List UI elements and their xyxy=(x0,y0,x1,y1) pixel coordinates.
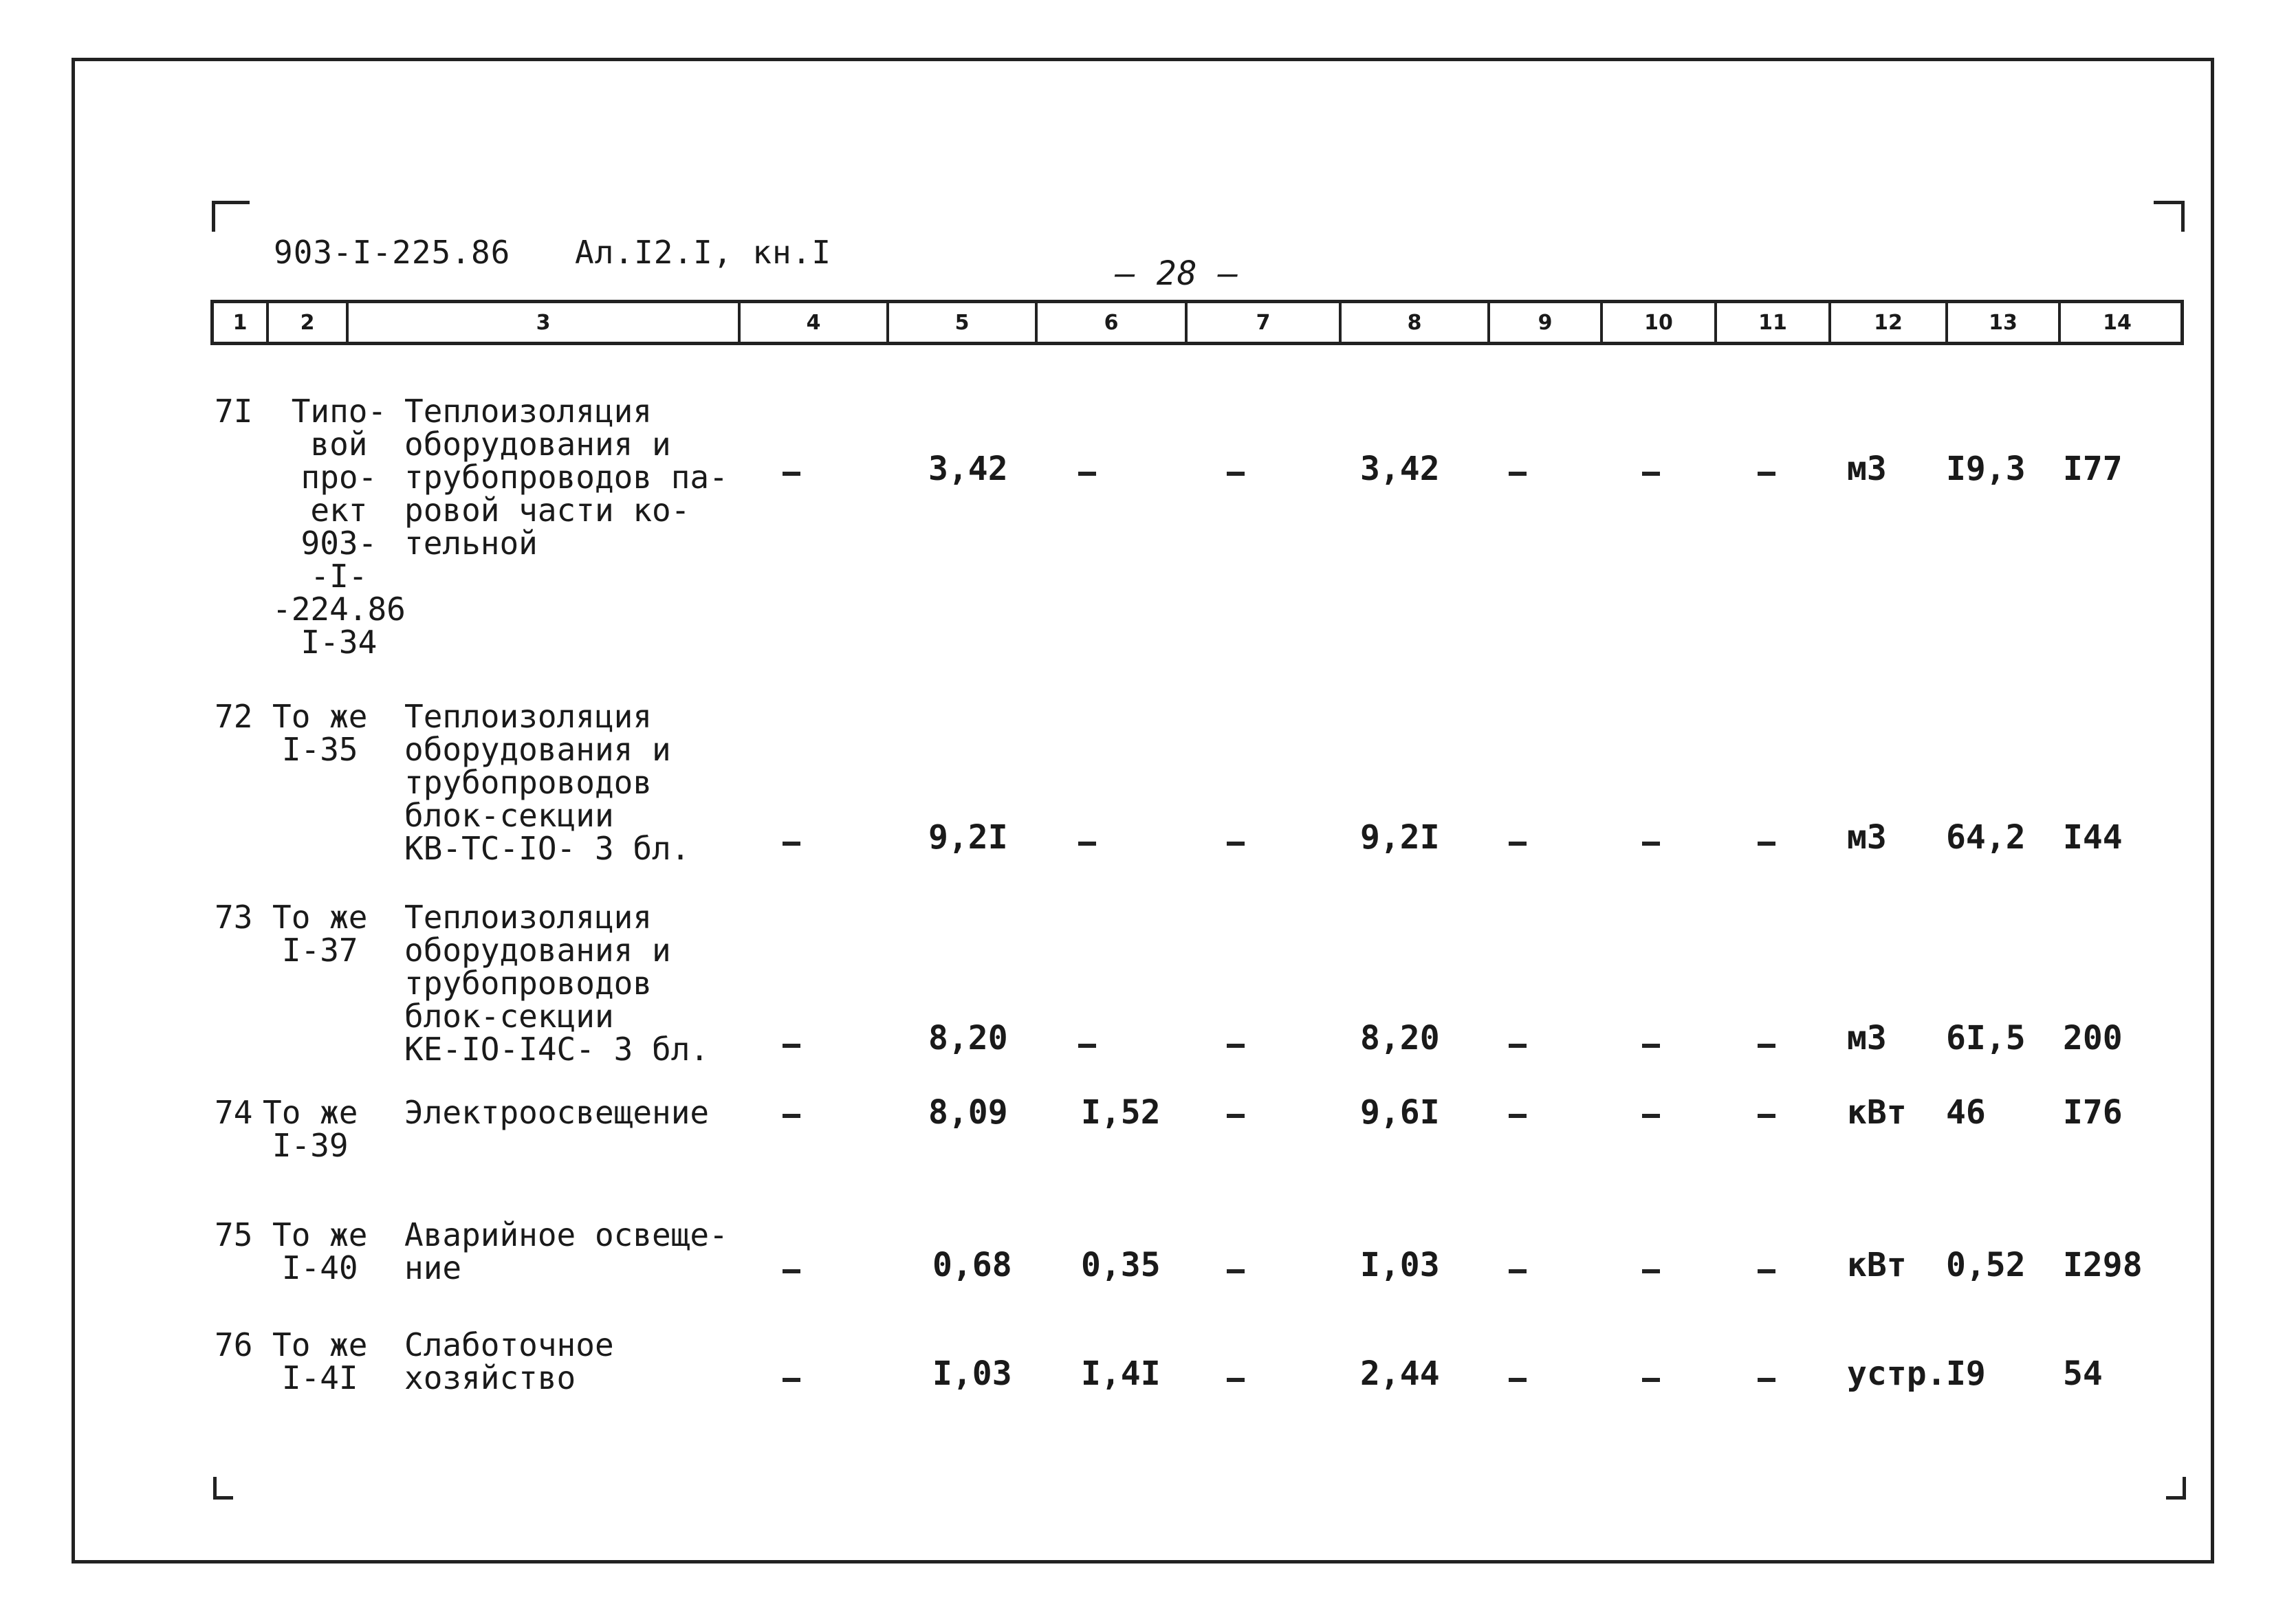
value-col5: 8,09 xyxy=(928,1093,1008,1132)
dash-col7 xyxy=(1227,472,1245,476)
dash-col7 xyxy=(1227,1378,1245,1382)
dash-col4 xyxy=(783,1378,800,1382)
value-col13: I9 xyxy=(1946,1354,1986,1393)
row-reference: То же I-4I xyxy=(272,1326,368,1396)
unit: м3 xyxy=(1847,818,1887,857)
document-code: 903-I-225.86 xyxy=(274,234,511,271)
dash-col7 xyxy=(1227,842,1245,846)
row-description: Теплоизоляция оборудования и трубопроводов блок-секции КЕ-IO-I4C- 3 бл. xyxy=(404,899,710,1068)
value-col13: I9,3 xyxy=(1946,450,2026,488)
dash-col10 xyxy=(1642,1269,1660,1273)
dash-col4 xyxy=(783,472,800,476)
value-col14: I44 xyxy=(2063,818,2123,857)
dash-col9 xyxy=(1509,1114,1527,1118)
value-col14: I298 xyxy=(2063,1246,2143,1284)
dash-col6 xyxy=(1078,1044,1096,1048)
dash-col7 xyxy=(1227,1269,1245,1273)
row-description: Электроосвещение xyxy=(404,1094,710,1131)
column-header-12: 12 xyxy=(1831,303,1948,342)
value-col8: 9,6I xyxy=(1360,1093,1440,1132)
unit: м3 xyxy=(1847,450,1887,488)
dash-col4 xyxy=(783,1269,800,1273)
dash-col4 xyxy=(783,1114,800,1118)
value-col8: 9,2I xyxy=(1360,818,1440,857)
dash-col10 xyxy=(1642,1378,1660,1382)
value-col8: 2,44 xyxy=(1360,1354,1440,1393)
column-header-10: 10 xyxy=(1603,303,1717,342)
row-reference: То же I-40 xyxy=(272,1216,368,1286)
value-col5: I,03 xyxy=(932,1354,1012,1393)
value-col13: 0,52 xyxy=(1946,1246,2026,1284)
dash-col11 xyxy=(1758,1044,1775,1048)
corner-mark-bottom-left xyxy=(213,1477,233,1500)
dash-col11 xyxy=(1758,842,1775,846)
value-col6: 0,35 xyxy=(1081,1246,1161,1284)
dash-col7 xyxy=(1227,1044,1245,1048)
value-col8: I,03 xyxy=(1360,1246,1440,1284)
dash-col6 xyxy=(1078,842,1096,846)
dash-col11 xyxy=(1758,472,1775,476)
dash-col6 xyxy=(1078,472,1096,476)
value-col8: 8,20 xyxy=(1360,1019,1440,1057)
value-col6: I,52 xyxy=(1081,1093,1161,1132)
value-col14: I77 xyxy=(2063,450,2123,488)
row-number: 76 xyxy=(215,1326,253,1363)
row-number: 74 xyxy=(215,1094,253,1131)
dash-col9 xyxy=(1509,842,1527,846)
value-col5: 8,20 xyxy=(928,1019,1008,1057)
dash-col9 xyxy=(1509,1044,1527,1048)
column-header-7: 7 xyxy=(1188,303,1342,342)
album-reference: Ал.I2.I, кн.I xyxy=(575,234,832,271)
row-description: Аварийное освеще- ние xyxy=(404,1216,728,1286)
dash-col9 xyxy=(1509,1378,1527,1382)
column-header-2: 2 xyxy=(269,303,349,342)
row-reference: Типо- вой про- ект 903- -I- -224.86 I-34 xyxy=(272,393,406,661)
row-number: 72 xyxy=(215,698,253,735)
dash-col11 xyxy=(1758,1269,1775,1273)
unit: м3 xyxy=(1847,1019,1887,1057)
column-header-3: 3 xyxy=(349,303,741,342)
dash-col10 xyxy=(1642,1114,1660,1118)
value-col13: 46 xyxy=(1946,1093,1986,1132)
dash-col4 xyxy=(783,842,800,846)
corner-mark-top-left xyxy=(212,201,250,232)
dash-col10 xyxy=(1642,1044,1660,1048)
row-reference: То же I-37 xyxy=(272,899,368,969)
column-header-8: 8 xyxy=(1342,303,1490,342)
column-header-11: 11 xyxy=(1717,303,1831,342)
row-description: Слаботочное хозяйство xyxy=(404,1326,614,1396)
value-col14: 200 xyxy=(2063,1019,2123,1057)
column-header-1: 1 xyxy=(214,303,269,342)
value-col8: 3,42 xyxy=(1360,450,1440,488)
dash-col11 xyxy=(1758,1378,1775,1382)
dash-col10 xyxy=(1642,472,1660,476)
value-col5: 9,2I xyxy=(928,818,1008,857)
column-header-13: 13 xyxy=(1948,303,2061,342)
corner-mark-bottom-right xyxy=(2166,1477,2186,1500)
column-header-14: 14 xyxy=(2103,310,2132,335)
value-col5: 3,42 xyxy=(928,450,1008,488)
unit: кВт xyxy=(1847,1093,1907,1132)
row-number: 7I xyxy=(215,393,253,430)
column-header-4: 4 xyxy=(741,303,889,342)
value-col13: 64,2 xyxy=(1946,818,2026,857)
column-number-header xyxy=(210,300,2184,345)
dash-col4 xyxy=(783,1044,800,1048)
unit: устр. xyxy=(1847,1354,1947,1393)
value-col6: I,4I xyxy=(1081,1354,1161,1393)
value-col13: 6I,5 xyxy=(1946,1019,2026,1057)
column-header-6: 6 xyxy=(1038,303,1188,342)
dash-col11 xyxy=(1758,1114,1775,1118)
dash-col10 xyxy=(1642,842,1660,846)
unit: кВт xyxy=(1847,1246,1907,1284)
value-col5: 0,68 xyxy=(932,1246,1012,1284)
row-number: 73 xyxy=(215,899,253,936)
corner-mark-top-right xyxy=(2154,201,2185,232)
row-reference: То же I-39 xyxy=(263,1094,358,1164)
dash-col7 xyxy=(1227,1114,1245,1118)
column-header-9: 9 xyxy=(1490,303,1603,342)
row-reference: То же I-35 xyxy=(272,698,368,768)
row-description: Теплоизоляция оборудования и трубопроводов па- ровой части ко- тельной xyxy=(404,393,728,562)
row-description: Теплоизоляция оборудования и трубопроводов блок-секции КВ-ТС-IO- 3 бл. xyxy=(404,698,690,867)
value-col14: I76 xyxy=(2063,1093,2123,1132)
dash-col9 xyxy=(1509,472,1527,476)
page-number: — 28 — xyxy=(1115,254,1239,293)
value-col14: 54 xyxy=(2063,1354,2103,1393)
column-header-5: 5 xyxy=(889,303,1038,342)
dash-col9 xyxy=(1509,1269,1527,1273)
row-number: 75 xyxy=(215,1216,253,1253)
